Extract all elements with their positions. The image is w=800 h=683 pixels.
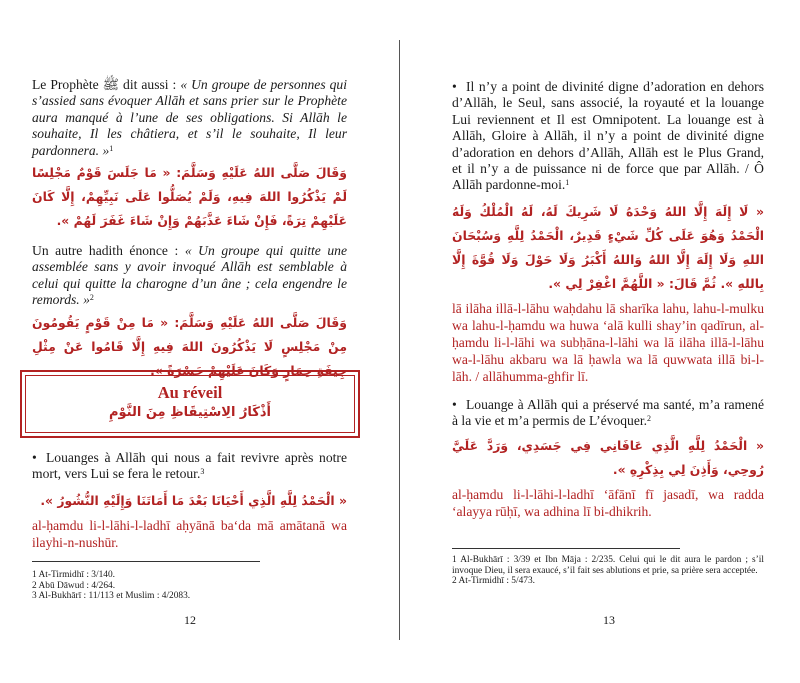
- hadith-2-lead: Un autre hadith énonce :: [32, 243, 185, 258]
- invocation-3-meaning: Louange à Allāh qui a préservé ma santé, m’a ramené à la vie et m’a permis de L’évoquer.: [452, 397, 764, 429]
- footnote-2: 2 At-Tirmidhī : 5/473.: [452, 576, 536, 587]
- bullet-icon: •: [452, 397, 457, 412]
- page-divider: [399, 40, 400, 640]
- invocation-block-3: [452, 397, 764, 520]
- invocation-block-1: [32, 450, 347, 551]
- invocation-1-transliteration: al-ḥamdu li-l-lāhi-l-ladhī aḥyānā ba‘da mā amātanā wa ilayhi-n-nushūr.: [32, 517, 347, 550]
- invocation-3-arabic: « الْحَمْدُ لِلَّهِ الَّذِي عَافَانِي فِي جَسَدِي، وَرَدَّ عَلَيَّ رُوحِي، وَأَذِنَ لِي بِذِكْرِهِ ».: [452, 437, 764, 477]
- footnotes-right: [452, 555, 764, 587]
- bullet-icon: •: [32, 450, 37, 465]
- footnote-ref-1: 1: [565, 178, 570, 188]
- right-page: [402, 0, 800, 683]
- bullet-icon: •: [452, 79, 457, 94]
- invocation-2-meaning: Il n’y a point de divinité digne d’adoration en dehors d’Allāh, le Seul, sans associé, la royauté et la louange Lui reviennent et Il est Omnipotent. La louange est à Allāh, Gloire à Allāh, il n’y a point de divinité digne d’adoration en dehors d’Allāh, Allāh est le Plus Grand, et il n’y a de puissance ni de force que par Allāh. / Ô Allāh pardonne-moi.: [452, 79, 764, 193]
- hadith-2-quote: « Un groupe qui quitte une assemblée sans y avoir invoqué Allāh est semblable à celui qui quitte la charogne d’un âne ; cela engendre le remords. »: [32, 243, 347, 308]
- section-heading-inner: [25, 375, 355, 433]
- invocation-2-arabic: « لَا إِلَهَ إِلَّا اللهُ وَحْدَهُ لَا شَرِيكَ لَهُ، لَهُ الْمُلْكُ وَلَهُ الْحَمْدُ وَهُوَ عَلَى كُلِّ شَيْءٍ قَدِيرٌ، الْحَمْدُ لِلَّهِ وَسُبْحَانَ اللهِ وَلَا إِلَهَ إِلَّا اللهُ وَاللهُ أَكْبَرُ وَلَا حَوْلَ وَلَا قُوَّةَ إِلَّا بِاللهِ ». ثُمَّ قَالَ: « اللَّهُمَّ اغْفِرْ لِي ».: [452, 203, 764, 291]
- invocation-3-transliteration: al-ḥamdu li-l-lāhi-l-ladhī ‘āfānī fī jasadī, wa radda ‘alayya rūḥī, wa adhina lī bi-dhikrih.: [452, 486, 764, 519]
- left-page: [0, 0, 398, 683]
- hadith-1-text: [32, 77, 347, 159]
- footnote-2: 2 Abū Dāwud : 4/264.: [32, 580, 116, 591]
- footnote-3: 3 Al-Bukhārī : 11/113 et Muslim : 4/2083.: [32, 591, 191, 602]
- invocation-block-2: [452, 79, 764, 385]
- section-heading-box: [20, 370, 360, 438]
- hadith-1-quote: « Un groupe de personnes qui s’assied sans évoquer Allāh et sans prier sur le Prophète aura manqué à l’une de ses obligations. Si Allāh le souhaite, Il les châtiera, et s’il le souhaite, Il leur pardonnera. »: [32, 77, 347, 158]
- hadith-2-text: [32, 243, 347, 309]
- section-heading-arabic: أَذْكَارُ الِاسْتِيقَاظِ مِنَ النَّوْمِ: [109, 405, 271, 420]
- page-number-left: 12: [184, 613, 196, 627]
- footnote-1: 1 At-Tirmidhī : 3/140.: [32, 570, 116, 580]
- invocation-2-text: [452, 79, 764, 194]
- footnotes-left: [32, 570, 347, 602]
- footnote-ref-2: 2: [89, 293, 94, 303]
- invocation-3-text: [452, 397, 764, 430]
- hadith-block-2: [32, 243, 347, 383]
- invocation-1-arabic: « الْحَمْدُ لِلَّهِ الَّذِي أَحْيَانَا بَعْدَ مَا أَمَاتَنَا وَإِلَيْهِ النُّشُورُ ».: [40, 492, 347, 508]
- hadith-1-lead: Le Prophète ﷺ dit aussi :: [32, 77, 181, 92]
- invocation-1-meaning: Louanges à Allāh qui nous a fait revivre après notre mort, vers Lui se fera le retour.: [32, 450, 347, 482]
- invocation-2-transliteration: lā ilāha illā-l-lāhu waḥdahu lā sharīka lahu, lahu-l-mulku wa lahu-l-ḥamdu wa huwa ‘alā kulli shay’in qadīrun, al-ḥamdu li-l-lāhi wa subḥāna-l-lāhi wa lā ilāha illā-l-lāhu wa-l-lāhu akbaru wa lā ḥawla wa lā quwwata illā bi-l-lāh. / allāhumma-ghfir lī.: [452, 300, 764, 384]
- section-heading-french: Au réveil: [157, 383, 223, 402]
- footnote-1: 1 Al-Bukhārī : 3/39 et Ibn Māja : 2/235. Celui qui le dit aura le pardon ; s’il invoque Dieu, il sera exaucé, s’il fait ses ablutions et prie, sa prière sera acceptée.: [452, 555, 764, 576]
- page-number-right: 13: [603, 613, 615, 627]
- footnote-ref-2: 2: [647, 414, 652, 424]
- hadith-block-1: [32, 77, 347, 233]
- footnote-separator: [32, 561, 260, 562]
- hadith-2-arabic: وَقَالَ صَلَّى اللهُ عَلَيْهِ وَسَلَّمَ: « مَا مِنْ قَوْمٍ يَقُومُونَ مِنْ مَجْلِسٍ لَا يَذْكُرُونَ اللهَ فِيهِ إِلَّا قَامُوا عَنْ مِثْلِ جِيفَةِ حِمَارٍ وَكَانَ عَلَيْهِمْ حَسْرَةً ».: [32, 314, 347, 378]
- footnote-ref-1: 1: [109, 143, 114, 153]
- invocation-1-text: [32, 450, 347, 483]
- hadith-1-arabic: وَقَالَ صَلَّى اللهُ عَلَيْهِ وَسَلَّمَ: « مَا جَلَسَ قَوْمٌ مَجْلِسًا لَمْ يَذْكُرُوا اللهَ فِيهِ، وَلَمْ يُصَلُّوا عَلَى نَبِيِّهِمْ، إِلَّا كَانَ عَلَيْهِمْ تِرَةً، فَإِنْ شَاءَ عَذَّبَهُمْ وَإِنْ شَاءَ غَفَرَ لَهُمْ ».: [32, 165, 347, 229]
- footnote-ref-3: 3: [200, 467, 205, 477]
- footnote-separator: [452, 548, 680, 549]
